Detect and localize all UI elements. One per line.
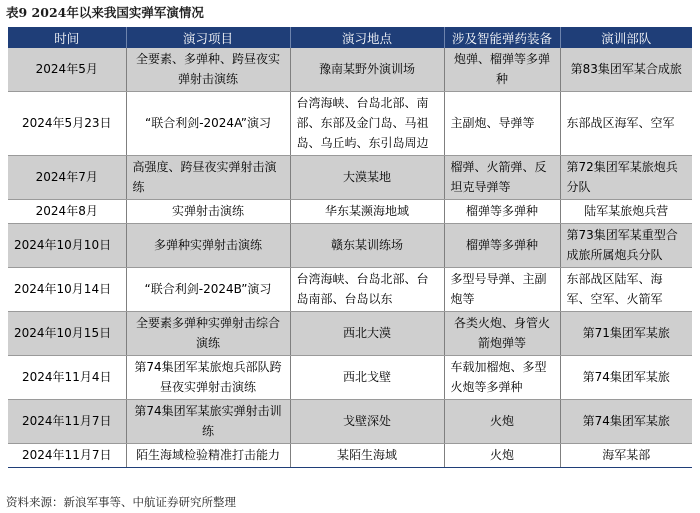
cell-location: 大漠某地 bbox=[290, 156, 444, 200]
header-equipment: 涉及智能弹药装备 bbox=[444, 27, 560, 48]
header-location: 演习地点 bbox=[290, 27, 444, 48]
table-row bbox=[8, 400, 692, 444]
cell-unit: 东部战区海军、空军 bbox=[560, 92, 692, 156]
cell-unit: 东部战区陆军、海军、空军、火箭军 bbox=[560, 268, 692, 312]
cell-project: 第74集团军某旅实弹射击训练 bbox=[126, 400, 290, 444]
cell-time: 2024年5月23日 bbox=[8, 92, 126, 156]
cell-project: 多弹种实弹射击演练 bbox=[126, 224, 290, 268]
cell-unit: 第83集团军某合成旅 bbox=[560, 48, 692, 92]
table-row bbox=[8, 312, 692, 356]
header-time: 时间 bbox=[8, 27, 126, 48]
cell-time: 2024年11月4日 bbox=[8, 356, 126, 400]
cell-project: 全要素多弹种实弹射击综合演练 bbox=[126, 312, 290, 356]
cell-unit: 第71集团军某旅 bbox=[560, 312, 692, 356]
table-header-row bbox=[8, 27, 692, 48]
cell-time: 2024年10月15日 bbox=[8, 312, 126, 356]
cell-project: 高强度、跨昼夜实弹射击演练 bbox=[126, 156, 290, 200]
cell-project: “联合利剑-2024A”演习 bbox=[126, 92, 290, 156]
cell-time: 2024年11月7日 bbox=[8, 400, 126, 444]
table-row bbox=[8, 200, 692, 224]
header-unit: 演训部队 bbox=[560, 27, 692, 48]
cell-equipment: 多型号导弹、主副炮等 bbox=[444, 268, 560, 312]
cell-unit: 第74集团军某旅 bbox=[560, 400, 692, 444]
cell-unit: 第72集团军某旅炮兵分队 bbox=[560, 156, 692, 200]
cell-equipment: 各类火炮、身管火箭炮弹等 bbox=[444, 312, 560, 356]
cell-time: 2024年10月10日 bbox=[8, 224, 126, 268]
header-project: 演习项目 bbox=[126, 27, 290, 48]
cell-equipment: 榴弹等多弹种 bbox=[444, 224, 560, 268]
cell-equipment: 炮弹、榴弹等多弹种 bbox=[444, 48, 560, 92]
cell-time: 2024年11月7日 bbox=[8, 444, 126, 468]
cell-time: 2024年5月 bbox=[8, 48, 126, 92]
cell-location: 赣东某训练场 bbox=[290, 224, 444, 268]
cell-time: 2024年10月14日 bbox=[8, 268, 126, 312]
table-row bbox=[8, 92, 692, 156]
table-row bbox=[8, 444, 692, 468]
source-note: 资料来源：新浪军事等、中航证券研究所整理 bbox=[6, 495, 236, 509]
cell-unit: 第73集团军某重型合成旅所属炮兵分队 bbox=[560, 224, 692, 268]
table-row bbox=[8, 224, 692, 268]
table-row bbox=[8, 48, 692, 92]
cell-project: 陌生海域检验精准打击能力 bbox=[126, 444, 290, 468]
cell-location: 华东某濒海地域 bbox=[290, 200, 444, 224]
table-row bbox=[8, 156, 692, 200]
cell-time: 2024年8月 bbox=[8, 200, 126, 224]
cell-project: 全要素、多弹种、跨昼夜实弹射击演练 bbox=[126, 48, 290, 92]
cell-equipment: 车载加榴炮、多型火炮等多弹种 bbox=[444, 356, 560, 400]
cell-equipment: 榴弹等多弹种 bbox=[444, 200, 560, 224]
table-row bbox=[8, 268, 692, 312]
cell-unit: 海军某部 bbox=[560, 444, 692, 468]
cell-location: 台湾海峡、台岛北部、台岛南部、台岛以东 bbox=[290, 268, 444, 312]
cell-location: 西北大漠 bbox=[290, 312, 444, 356]
table-title: 表9 2024年以来我国实弹军演情况 bbox=[6, 5, 204, 20]
cell-time: 2024年7月 bbox=[8, 156, 126, 200]
cell-project: 实弹射击演练 bbox=[126, 200, 290, 224]
cell-unit: 陆军某旅炮兵营 bbox=[560, 200, 692, 224]
cell-project: 第74集团军某旅炮兵部队跨昼夜实弹射击演练 bbox=[126, 356, 290, 400]
cell-location: 西北戈壁 bbox=[290, 356, 444, 400]
cell-equipment: 榴弹、火箭弹、反坦克导弹等 bbox=[444, 156, 560, 200]
cell-location: 豫南某野外演训场 bbox=[290, 48, 444, 92]
cell-location: 台湾海峡、台岛北部、南部、东部及金门岛、马祖岛、乌丘屿、东引岛周边 bbox=[290, 92, 444, 156]
cell-location: 戈壁深处 bbox=[290, 400, 444, 444]
cell-project: “联合利剑-2024B”演习 bbox=[126, 268, 290, 312]
cell-equipment: 火炮 bbox=[444, 400, 560, 444]
table-row bbox=[8, 356, 692, 400]
cell-equipment: 主副炮、导弹等 bbox=[444, 92, 560, 156]
cell-equipment: 火炮 bbox=[444, 444, 560, 468]
cell-unit: 第74集团军某旅 bbox=[560, 356, 692, 400]
drills-table bbox=[8, 27, 692, 468]
cell-location: 某陌生海域 bbox=[290, 444, 444, 468]
